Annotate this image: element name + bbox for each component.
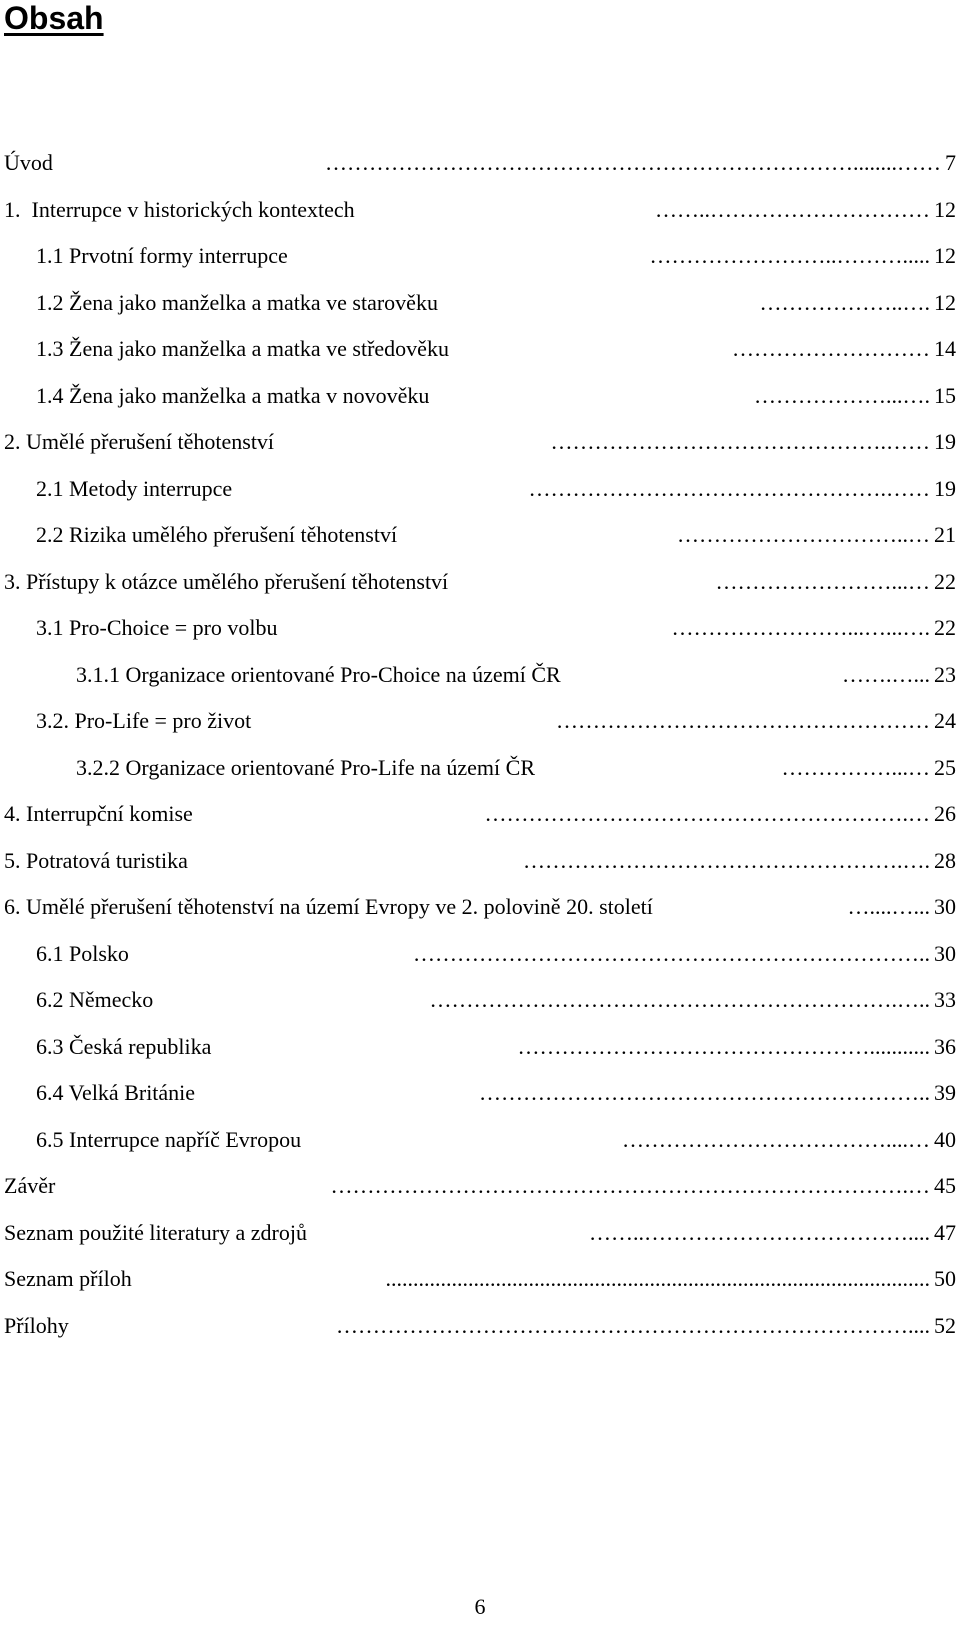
toc-entry[interactable] [4, 241, 956, 288]
toc-entry-leader [442, 288, 930, 318]
toc-entry-title: 2.2 Rizika umělého přerušení těhotenství [36, 522, 398, 547]
toc-entry-title: Závěr [4, 1173, 56, 1198]
toc-entry[interactable] [4, 1125, 956, 1172]
toc-entry-leader [73, 1311, 930, 1341]
toc-entry-title: 3.2.2 Organizace orientované Pro-Life na území ČR [76, 754, 535, 780]
toc-entry-leader [282, 613, 930, 643]
toc-entry-title: 1.3 Žena jako manželka a matka ve středověku [36, 336, 449, 361]
toc-entry-leader-text: …………………………………………........... [517, 1033, 930, 1059]
toc-entry[interactable] [4, 148, 956, 195]
toc-entry[interactable] [4, 892, 956, 939]
toc-entry-page: 50 [934, 1266, 956, 1291]
toc-entry-page: 15 [934, 382, 956, 408]
toc-entry-leader-text: …….…... [842, 661, 930, 687]
toc-entry-leader-text: …………………………..… [677, 522, 930, 547]
toc-entry[interactable] [4, 660, 956, 707]
toc-entry-page: 28 [934, 847, 956, 873]
toc-entry[interactable] [4, 288, 956, 335]
toc-entry-leader-text: ………………...…. [754, 382, 930, 408]
toc-entry-title: Přílohy [4, 1312, 69, 1338]
toc-entry-page: 24 [934, 708, 956, 733]
toc-entry-title: Seznam použité literatury a zdrojů [4, 1219, 307, 1245]
toc-entry-leader-text: ……………………… [732, 336, 930, 361]
toc-entry-leader [292, 241, 930, 271]
toc-entry[interactable] [4, 334, 956, 381]
toc-entry-leader [192, 846, 930, 876]
toc-entry-title: 1.2 Žena jako manželka a matka ve starověku [36, 289, 438, 315]
toc-entry[interactable] [4, 1311, 956, 1358]
toc-entry-title: 6.2 Německo [36, 987, 154, 1012]
toc-entry-leader [236, 474, 930, 504]
toc-entry[interactable] [4, 985, 956, 1032]
toc-entry-page: 23 [934, 661, 956, 687]
toc-entry-title: 6.1 Polsko [36, 940, 129, 966]
toc-entry-title: 3.2. Pro-Life = pro život [36, 708, 252, 733]
table-of-contents [4, 148, 956, 1357]
toc-entry-title: 1. Interrupce v historických kontextech [4, 196, 355, 222]
toc-entry[interactable] [4, 846, 956, 893]
toc-entry[interactable] [4, 427, 956, 474]
toc-entry-leader [215, 1032, 930, 1062]
toc-entry[interactable] [4, 520, 956, 567]
toc-entry-page: 14 [934, 336, 956, 361]
toc-entry-page: 12 [934, 289, 956, 315]
toc-entry-leader-text: ……………………………………………………….….. [429, 987, 930, 1012]
toc-entry[interactable] [4, 706, 956, 753]
toc-entry-page: 19 [934, 475, 956, 501]
toc-entry-page: 21 [934, 522, 956, 547]
toc-entry-page: 25 [934, 754, 956, 780]
toc-entry-leader-text: ……..………………………… [655, 196, 930, 222]
toc-entry-title: 6.5 Interrupce napříč Evropou [36, 1126, 302, 1152]
toc-entry-page: 52 [934, 1312, 956, 1338]
toc-entry-title: 2.1 Metody interrupce [36, 475, 233, 501]
toc-entry-title: 2. Umělé přerušení těhotenství [4, 429, 275, 454]
toc-entry-page: 45 [934, 1173, 956, 1198]
toc-entry[interactable] [4, 1078, 956, 1125]
toc-entry-leader-text: …………………………………………………………………….… [330, 1173, 930, 1198]
toc-entry-title: Úvod [4, 150, 53, 175]
toc-entry-leader-text: ……………………...…...…. [671, 615, 930, 640]
toc-entry[interactable] [4, 1032, 956, 1079]
toc-entry[interactable] [4, 1218, 956, 1265]
toc-entry-title: 1.4 Žena jako manželka a matka v novověku [36, 382, 430, 408]
toc-entry[interactable] [4, 195, 956, 242]
toc-entry-leader-text: ……………………...… [715, 568, 930, 594]
toc-entry-leader [278, 427, 930, 457]
toc-entry-leader-text: ………………………………………………………………........…… [325, 150, 941, 175]
toc-entry-leader [453, 334, 930, 364]
toc-entry-title: 6. Umělé přerušení těhotenství na území Evropy ve 2. polovině 20. století [4, 894, 653, 919]
toc-entry-page: 30 [934, 940, 956, 966]
toc-entry-leader [133, 939, 930, 969]
toc-entry-page: 22 [934, 615, 956, 640]
toc-entry-page: 40 [934, 1126, 956, 1152]
toc-entry-page: 30 [934, 894, 956, 919]
toc-entry-leader-text: …………………………………………….…. [523, 847, 930, 873]
toc-entry-leader [305, 1125, 930, 1155]
toc-entry[interactable] [4, 381, 956, 428]
toc-entry-title: 5. Potratová turistika [4, 847, 188, 873]
toc-entry-leader [311, 1218, 930, 1248]
toc-entry-page: 47 [934, 1219, 956, 1245]
toc-entry-leader-text: …....…... [847, 894, 930, 919]
toc-entry-leader-text: …………………………………………………………….. [413, 940, 930, 966]
toc-entry-page: 26 [934, 801, 956, 826]
toc-entry-leader [57, 148, 941, 178]
toc-entry-leader-text: ………………………………....… [622, 1126, 930, 1152]
toc-entry[interactable] [4, 613, 956, 660]
toc-entry-leader [433, 381, 930, 411]
toc-entry[interactable] [4, 939, 956, 986]
toc-entry-title: 3. Přístupy k otázce umělého přerušení těhotenství [4, 568, 449, 594]
toc-entry-title: 1.1 Prvotní formy interrupce [36, 243, 288, 268]
toc-entry-leader [401, 520, 930, 550]
toc-entry[interactable] [4, 1171, 956, 1218]
toc-entry-leader-text: ………………..…. [759, 289, 930, 315]
toc-entry-leader [136, 1264, 930, 1294]
toc-entry-leader-text: …………………………………………………….. [479, 1080, 930, 1105]
toc-entry-page: 36 [934, 1033, 956, 1059]
toc-entry-leader [59, 1171, 930, 1201]
toc-entry-page: 7 [945, 150, 956, 175]
toc-entry-page: 12 [934, 243, 956, 268]
toc-entry-leader-text: …………………………………………………………………….... [336, 1312, 930, 1338]
toc-entry-page: 12 [934, 196, 956, 222]
toc-entry-page: 39 [934, 1080, 956, 1105]
toc-entry-title: 3.1.1 Organizace orientované Pro-Choice na území ČR [76, 661, 561, 687]
toc-entry-leader-text: ……………………………………….…… [550, 429, 930, 454]
toc-entry-leader-text: …………………………………………… [556, 708, 930, 733]
toc-entry-page: 22 [934, 568, 956, 594]
toc-entry-leader [255, 706, 930, 736]
toc-entry[interactable] [4, 799, 956, 846]
toc-entry-title: 6.4 Velká Británie [36, 1080, 196, 1105]
toc-entry-leader-text: ……………………..………..... [649, 243, 930, 268]
toc-entry-leader-text: ……………...… [781, 754, 930, 780]
toc-entry-leader [657, 892, 930, 922]
toc-heading: Obsah [4, 0, 104, 36]
toc-entry-leader [452, 567, 930, 597]
toc-entry-leader [157, 985, 930, 1015]
toc-entry-leader-text: ……..……………………………….... [589, 1219, 930, 1245]
toc-entry-leader [539, 753, 930, 783]
toc-entry-leader-text: ………………………………………………….… [484, 801, 930, 826]
toc-entry-leader [199, 1078, 930, 1108]
toc-entry[interactable] [4, 474, 956, 521]
toc-entry-leader [197, 799, 930, 829]
toc-entry-leader-text: ………………………………………….…… [528, 475, 930, 501]
toc-entry[interactable] [4, 567, 956, 614]
page-number: 6 [474, 1594, 486, 1619]
toc-entry-page: 33 [934, 987, 956, 1012]
toc-entry[interactable] [4, 753, 956, 800]
toc-entry-title: Seznam příloh [4, 1266, 132, 1291]
toc-entry-leader [359, 195, 930, 225]
toc-entry-title: 6.3 Česká republika [36, 1033, 212, 1059]
toc-entry-title: 3.1 Pro-Choice = pro volbu [36, 615, 278, 640]
toc-entry-page: 19 [934, 429, 956, 454]
toc-entry-title: 4. Interrupční komise [4, 801, 193, 826]
toc-entry[interactable] [4, 1264, 956, 1311]
toc-entry-leader-text: ................................................................................................... [385, 1266, 930, 1291]
toc-entry-leader [565, 660, 930, 690]
